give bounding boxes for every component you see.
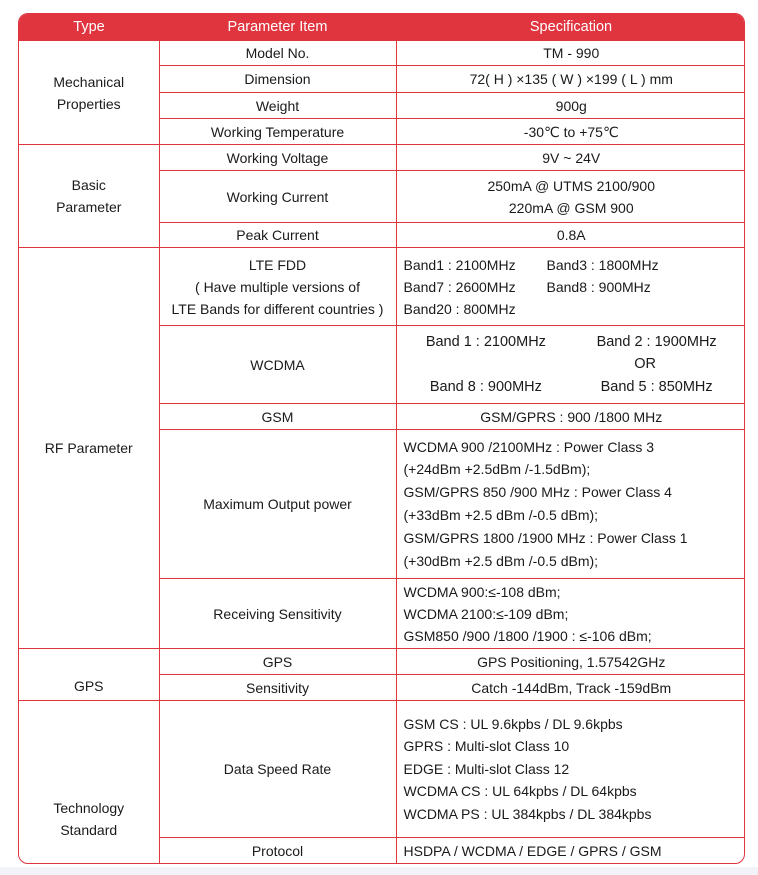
type-technology: Technology Standard xyxy=(19,701,159,864)
param-output-power: Maximum Output power xyxy=(159,430,396,579)
spec-current: 250mA @ UTMS 2100/900 220mA @ GSM 900 xyxy=(396,171,745,223)
type-mechanical: Mechanical Properties xyxy=(19,41,159,145)
spec-protocol: HSDPA / WCDMA / EDGE / GPRS / GSM xyxy=(396,838,745,864)
spec-gps: GPS Positioning, 1.57542GHz xyxy=(396,649,745,675)
header-row xyxy=(19,14,745,41)
spec-sensitivity: WCDMA 900:≤-108 dBm; WCDMA 2100:≤-109 dBm; GSM850 /900 /1800 /1900 : ≤-106 dBm; xyxy=(396,579,745,649)
param-dimension: Dimension xyxy=(159,66,396,93)
spec-weight: 900g xyxy=(396,93,745,119)
spec-wcdma: Band 1 : 2100MHz Band 2 : 1900MHz OR Band 8 : 900MHz Band 5 : 850MHz xyxy=(396,326,745,404)
param-sensitivity: Receiving Sensitivity xyxy=(159,579,396,649)
spec-voltage: 9V ~ 24V xyxy=(396,145,745,171)
spec-gps-sensitivity: Catch -144dBm, Track -159dBm xyxy=(396,675,745,701)
table-row xyxy=(19,41,745,66)
table-row xyxy=(19,248,745,326)
spec-lte: Band1 : 2100MHz Band3 : 1800MHz Band7 : 2600MHz Band8 : 900MHz Band20 : 800MHz xyxy=(396,248,745,326)
spec-output-power: WCDMA 900 /2100MHz : Power Class 3 (+24dBm +2.5dBm /-1.5dBm); GSM/GPRS 850 /900 MHz : Power Class 4 (+33dBm +2.5 dBm /-0.5 dBm); GSM/GPRS 1800 /1900 MHz : Power Class 1 (+30dBm +2.5 dBm /-0.5 dBm); xyxy=(396,430,745,579)
bottom-strip xyxy=(0,867,758,875)
type-gps: GPS xyxy=(19,649,159,701)
param-model: Model No. xyxy=(159,41,396,66)
param-temperature: Working Temperature xyxy=(159,119,396,145)
spec-temperature: -30℃ to +75℃ xyxy=(396,119,745,145)
spec-table xyxy=(19,14,745,864)
param-weight: Weight xyxy=(159,93,396,119)
param-current: Working Current xyxy=(159,171,396,223)
spec-peak: 0.8A xyxy=(396,223,745,248)
param-speed: Data Speed Rate xyxy=(159,701,396,838)
param-lte: LTE FDD ( Have multiple versions of LTE Bands for different countries ) xyxy=(159,248,396,326)
table-row xyxy=(19,145,745,171)
spec-gsm: GSM/GPRS : 900 /1800 MHz xyxy=(396,404,745,430)
param-gps: GPS xyxy=(159,649,396,675)
header-param: Parameter Item xyxy=(159,14,396,41)
param-peak: Peak Current xyxy=(159,223,396,248)
param-voltage: Working Voltage xyxy=(159,145,396,171)
param-gps-sensitivity: Sensitivity xyxy=(159,675,396,701)
header-type: Type xyxy=(19,14,159,41)
param-gsm: GSM xyxy=(159,404,396,430)
spec-model: TM - 990 xyxy=(396,41,745,66)
header-spec: Specification xyxy=(396,14,745,41)
type-basic: Basic Parameter xyxy=(19,145,159,248)
param-wcdma: WCDMA xyxy=(159,326,396,404)
type-rf: RF Parameter xyxy=(19,248,159,649)
table-row xyxy=(19,649,745,675)
param-protocol: Protocol xyxy=(159,838,396,864)
spec-speed: GSM CS : UL 9.6kpbs / DL 9.6kpbs GPRS : Multi-slot Class 10 EDGE : Multi-slot Class 12 WCDMA CS : UL 64kpbs / DL 64kpbs WCDMA PS : UL 384kpbs / DL 384kpbs xyxy=(396,701,745,838)
spec-dimension: 72( H ) ×135 ( W ) ×199 ( L ) mm xyxy=(396,66,745,93)
table-row xyxy=(19,701,745,838)
spec-table-frame xyxy=(18,13,745,864)
